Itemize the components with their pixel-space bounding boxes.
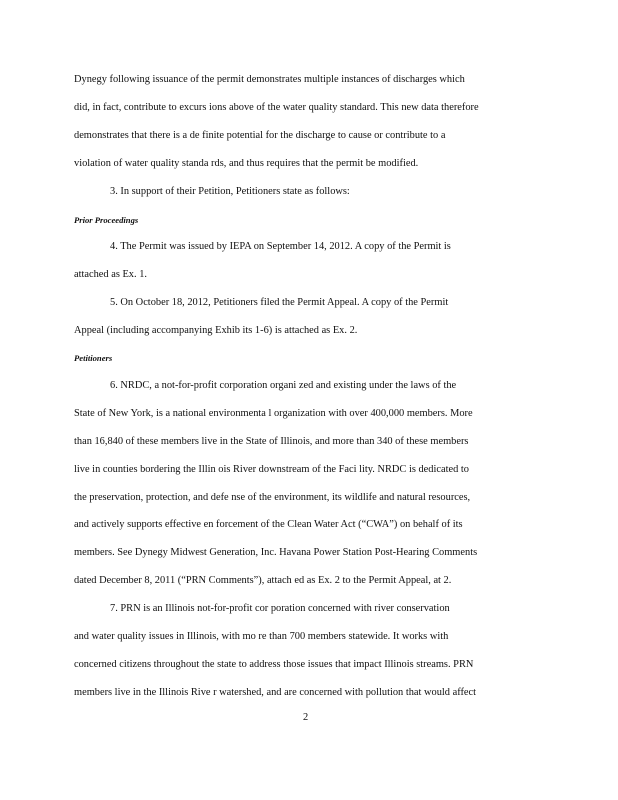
body-line: State of New York, is a national environmenta l organization with over 400,000 members. More [74,408,473,419]
body-line: and water quality issues in Illinois, with mo re than 700 members statewide. It works with [74,631,449,642]
body-line: concerned citizens throughout the state to address those issues that impact Illinois streams. PRN [74,659,474,670]
body-line: attached as Ex. 1. [74,269,147,280]
paragraph-7-line: 7. PRN is an Illinois not-for-profit cor poration concerned with river conservation [110,603,450,614]
section-heading-prior-proceedings: Prior Proceedings [74,215,139,225]
body-line: demonstrates that there is a de finite potential for the discharge to cause or contribute to a [74,130,446,141]
body-line: the preservation, protection, and defe nse of the environment, its wildlife and natural resources, [74,492,471,503]
body-line: than 16,840 of these members live in the State of Illinois, and more than 340 of these members [74,436,469,447]
body-line: Dynegy following issuance of the permit demonstrates multiple instances of discharges which [74,74,465,85]
page-number: 2 [303,712,309,723]
paragraph-5-line: 5. On October 18, 2012, Petitioners filed the Permit Appeal. A copy of the Permit [110,297,449,308]
body-line: live in counties bordering the Illin ois River downstream of the Faci lity. NRDC is dedicated to [74,464,469,475]
section-heading-petitioners: Petitioners [74,353,113,363]
body-line: and actively supports effective en forcement of the Clean Water Act (“CWA”) on behalf of its [74,519,463,530]
body-line: violation of water quality standa rds, and thus requires that the permit be modified. [74,158,419,169]
body-line: did, in fact, contribute to excurs ions above of the water quality standard. This new data therefore [74,102,479,113]
body-line: dated December 8, 2011 (“PRN Comments”), attach ed as Ex. 2 to the Permit Appeal, at 2. [74,575,452,586]
body-line: members live in the Illinois Rive r watershed, and are concerned with pollution that would affect [74,687,477,698]
body-line: members. See Dynegy Midwest Generation, Inc. Havana Power Station Post-Hearing Comments [74,547,478,558]
body-line: Appeal (including accompanying Exhib its 1-6) is attached as Ex. 2. [74,325,358,336]
paragraph-4-line: 4. The Permit was issued by IEPA on September 14, 2012. A copy of the Permit is [110,241,451,252]
paragraph-6-line: 6. NRDC, a not-for-profit corporation organi zed and existing under the laws of the [110,380,457,391]
paragraph-3-line: 3. In support of their Petition, Petitioners state as follows: [110,186,350,197]
